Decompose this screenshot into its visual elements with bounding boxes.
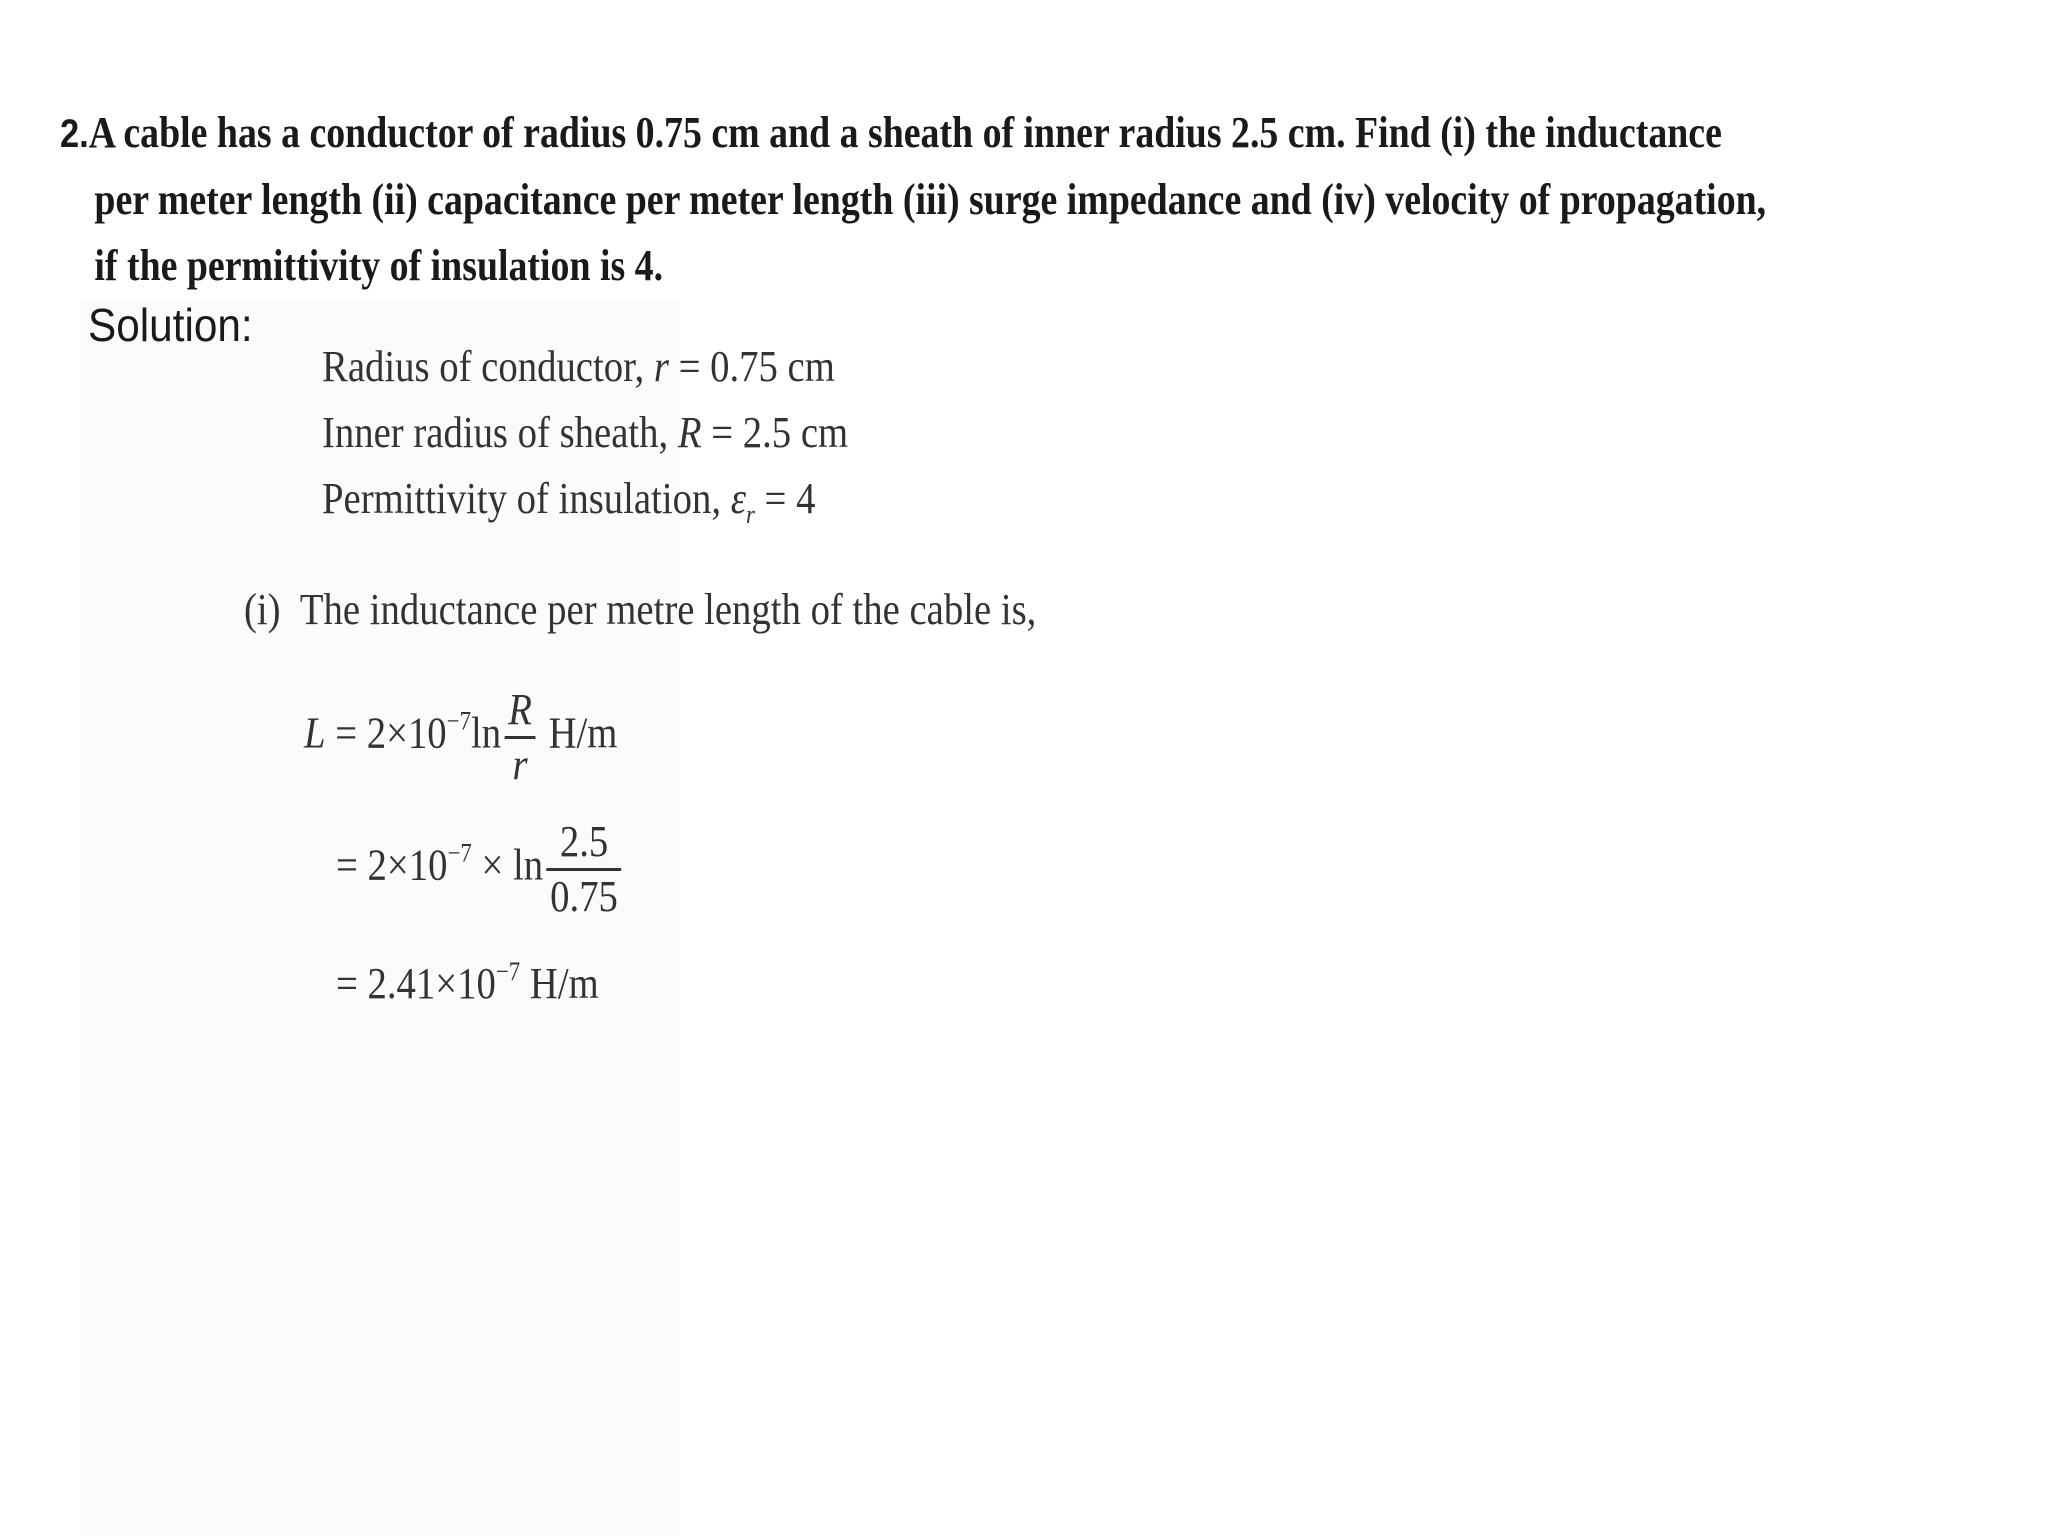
- question-number: 2.: [60, 112, 89, 156]
- question-line-3: if the permittivity of insulation is 4.: [94, 241, 664, 290]
- fraction-R-over-r: $\frac{R}{r}$: [505, 688, 536, 787]
- question-line-1: A cable has a conductor of radius 0.75 cm and a sheath of inner radius 2.5 cm. Find (i) the inductance: [88, 108, 1722, 157]
- question-line-2: per meter length (ii) capacitance per meter length (iii) surge impedance and (iv) velocity of propagation,: [94, 175, 1767, 224]
- equation-inductance-result: = $2.41\times 10^{-7}$ H/m: [336, 957, 599, 1008]
- solution-label: Solution:: [88, 299, 253, 351]
- part-i-heading: [244, 584, 1036, 635]
- part-i-text: The inductance per metre length of the cable is,: [299, 585, 1037, 634]
- equation-inductance-formula: $L = 2\times 10^{-7}\ln$ $\frac{R}{r}$ H/m: [304, 685, 618, 789]
- given-values: [322, 334, 848, 532]
- fraction-2.5-over-0.75: $\frac{2.5}{0.75}$: [547, 820, 622, 919]
- given-permittivity: Permittivity of insulation, $\varepsilon_r = 4$: [322, 474, 816, 529]
- given-sheath-radius: Inner radius of sheath, R = 2.5 cm: [322, 408, 849, 457]
- question-text: [60, 100, 1767, 299]
- given-radius: Radius of conductor, r = 0.75 cm: [322, 342, 835, 391]
- part-i-numeral: (i): [244, 585, 281, 634]
- equation-inductance-substituted: = $2\times 10^{-7} \times \ln$ $\frac{2.5}{0.75}$: [336, 820, 625, 919]
